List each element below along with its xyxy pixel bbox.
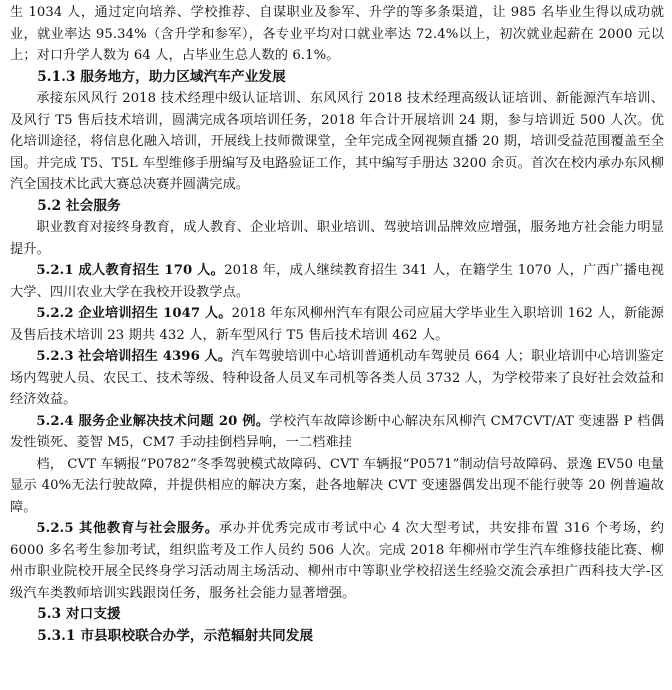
paragraph-5-2-5	[10, 518, 664, 604]
paragraph-5-2-4-cont: 档， CVT 车辆报“P0782”冬季驾驶模式故障码、CVT 车辆报“P0571”制动信号故障码、景逸 EV50 电量显示 40%无法行驶故障，并提供相应的解决方案，赴各地解决 CVT 变速器偶发出现不能行驶等 20 例普遍故障。	[10, 456, 664, 515]
heading-5-2: 5.2 社会服务	[37, 197, 121, 214]
heading-5-3-1: 5.3.1 市县职校联合办学，示范辐射共同发展	[37, 627, 314, 644]
heading-5-2-1: 5.2.1 成人教育招生 170 人。	[36, 263, 225, 278]
text-5-2-2: 2018 年东风柳州汽车有限公司应届大学毕业生入职培训 162 人，新能源及售后技术培训 23 期共 432 人，新车型风行 T5 售后技术培训 462 人。	[10, 306, 664, 343]
text-5-2-5: 承办并优秀完成市考试中心 4 次大型考试，共安排布置 316 个考场，约 6000 多名考生参加考试，组织监考及工作人员约 506 人次。完成 2018 年柳州市学生汽车维修技能比赛、柳州市职业院校开展全民终身学习活动周主场活动、柳州市中等职业学校招送生经验交流会承担广西科技大学-区级汽车类教师培训实践跟岗任务，服务社会能力显著增强。	[10, 521, 664, 601]
text-5-2-3: 汽车驾驶培训中心培训普通机动车驾驶员 664 人；职业培训中心培训鉴定场内驾驶人员、农民工、技术等级、特种设备人员叉车司机等各类人员 3732 人，为学校带来了良好社会效益和经济效益。	[10, 349, 664, 407]
heading-5-2-5: 5.2.5 其他教育与社会服务。	[36, 521, 219, 536]
text-5-2-1: 2018 年，成人继续教育招生 341 人，在籍学生 1070 人，广西广播电视大学、四川农业大学在我校开设教学点。	[10, 263, 664, 300]
heading-5-1-3: 5.1.3 服务地方，助力区域汽车产业发展	[37, 68, 286, 85]
paragraph-5-2-2	[10, 303, 664, 346]
paragraph-5-2-1	[10, 260, 664, 303]
text-5-2-4a: 学校汽车故障诊断中心解决东风柳汽 CM7CVT/AT 变速器 P 档偶发性锁死、菱智 M5，CM7 手动挂倒档异响，一二档难挂	[10, 413, 664, 450]
heading-5-3: 5.3 对口支援	[37, 606, 121, 622]
heading-5-2-2: 5.2.2 企业培训招生 1047 人。	[36, 306, 232, 321]
paragraph-5-2-4	[10, 411, 664, 454]
paragraph-employment: 生 1034 人，通过定向培养、学校推荐、自谋职业及参军、升学的等多条渠道，让 985 名毕业生得以成功就业，就业率达 95.34%（含升学和参军），各专业平均对口就业率达 72.4%以上，初次就业起薪在 2000 元以上；对口升学人数为 64 人，占毕业生总人数的 6.1%。	[10, 5, 664, 63]
paragraph-5-2-3	[10, 346, 664, 411]
paragraph-5-2: 职业教育对接终身教育，成人教育、企业培训、职业培训、驾驶培训品牌效应增强，服务地方社会能力明显提升。	[10, 220, 664, 257]
paragraph-5-1-3: 承接东风风行 2018 技术经理中级认证培训、东风风行 2018 技术经理高级认证培训、新能源汽车培训、及风行 T5 售后技术培训，圆满完成各项培训任务，2018 年合计开展培训 24 期，参与培训近 500 人次。优化培训途径，将信息化融入培训，开展线上技师微课堂，全年完成全网视频直播 20 期，培训受益范围覆盖至全国。并完成 T5、T5L 车型维修手册编写及电路验证工作，其中编写手册达 3200 余页。首次在校内承办东风柳汽全国技术比武大赛总决赛并圆满完成。	[10, 91, 664, 192]
heading-5-2-3: 5.2.3 社会培训招生 4396 人。	[36, 349, 232, 364]
heading-5-2-4: 5.2.4 服务企业解决技术问题 20 例。	[36, 413, 270, 429]
